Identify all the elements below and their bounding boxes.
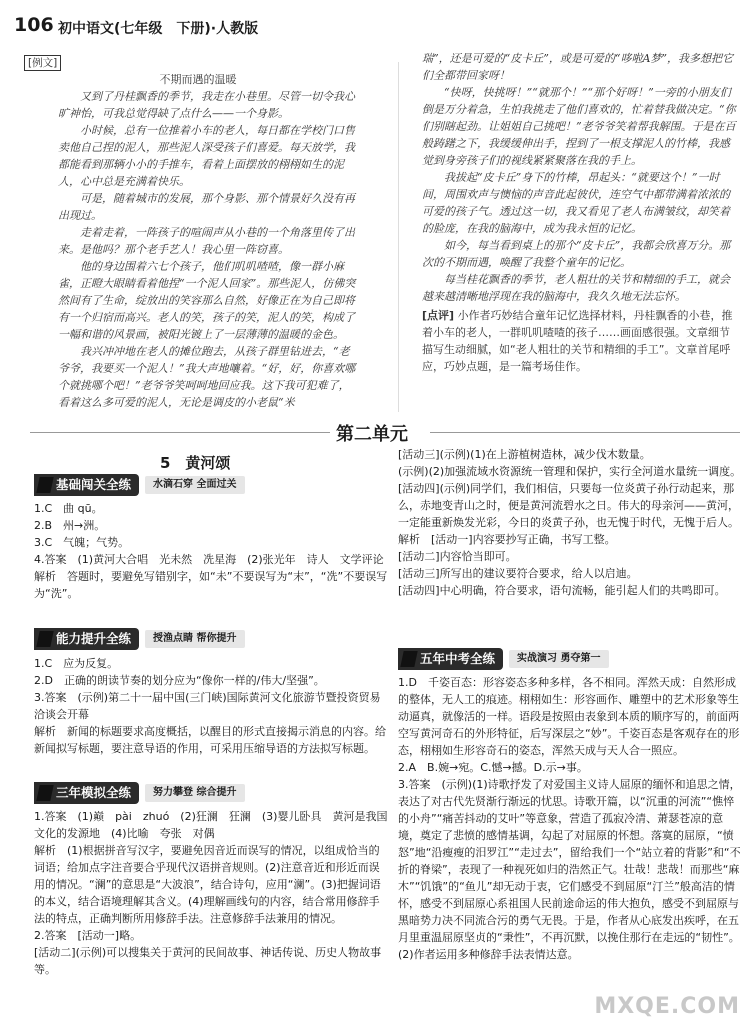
answer-line: 1.D 千姿百态：形容姿态多种多样，各不相同。浑然天成：自然形成的整体，无人工的痕迹。栩栩如生：形容画作、雕塑中的艺术形象等生动逼真，就像活的一样。语段是按照由表象到本质的顺序写的，前面两空写黄河奇石的外形特征，后写深层之“妙”。千姿百态是客观存在的形态，栩栩如生形容奇石的姿态，浑然天成与天人合一照应。 <box>398 676 740 757</box>
three-year-answers <box>34 808 390 978</box>
comment <box>422 307 740 375</box>
answer-line: 4.答案 (1)黄河大合唱 光未然 冼星海 (2)张光年 诗人 文学评论 <box>34 553 384 566</box>
answer-line: 解析 新闻的标题要求高度概括，以醒目的形式直接揭示消息的内容。给新闻拟写标题，要注意导语的作用，可采用压缩导语的方法拟写标题。 <box>34 725 386 755</box>
three-year-section-banner <box>34 782 245 804</box>
answer-line: 2.答案 [活动一]略。 <box>34 929 142 942</box>
answer-line: [活动三]所写出的建议要符合要求，给人以启迪。 <box>398 567 638 580</box>
example-paragraph: 每当桂花飘香的季节，老人粗壮的关节和精细的手工，就会越来越清晰地浮现在我的脑海中，我久久地无法忘怀。 <box>422 273 730 303</box>
answer-line: (示例)(2)加强流域水资源统一管理和保护，实行全河道水量统一调度。 <box>398 465 742 478</box>
example-paragraph: 我兴冲冲地在老人的摊位跑去，从孩子群里钻进去，“老爷爷，我要买一个泥人！”我大声地嚷着。“好，好，你喜欢哪个就挑哪个吧！”老爷爷笑呵呵地回应我。这下我可犯难了，看着这么多可爱的泥人，无论是调皮的小老鼠“米 <box>58 345 356 409</box>
activities-answers <box>398 446 742 599</box>
five-year-section-banner <box>398 648 609 670</box>
example-paragraph: 如今，每当看到桌上的那个“皮卡丘”，我都会欣喜万分。那次的不期而遇，唤醒了我整个童年的记忆。 <box>422 239 731 269</box>
three-year-slogan: 努力攀登 综合提升 <box>145 784 244 802</box>
example-left-column <box>28 57 358 411</box>
five-year-badge: 五年中考全练 <box>398 648 503 670</box>
answer-line: 解析 答题时，要避免写错别字，如“未”不要误写为“末”，“冼”不要误写为“洗”。 <box>34 570 388 600</box>
unit-title: 第二单元 <box>336 424 408 445</box>
comment-tag: [点评] <box>422 309 455 322</box>
book-title: 初中语文(七年级 下册)·人教版 <box>58 21 259 37</box>
unit-divider-right <box>430 432 740 433</box>
answer-line: 2.B 州→洲。 <box>34 519 106 532</box>
page-number: 106 <box>14 14 54 36</box>
ability-answers <box>34 655 390 757</box>
basic-badge: 基础闯关全练 <box>34 474 139 496</box>
answer-line: 3.答案 (示例)第二十一届中国(三门峡)国际黄河文化旅游节暨投资贸易洽谈会开幕 <box>34 691 381 721</box>
answer-line: [活动四]中心明确，符合要求，语句流畅，能引起人们的共鸣即可。 <box>398 584 726 597</box>
answer-line: 解析 [活动一]内容要抄写正确，书写工整。 <box>398 533 616 546</box>
column-divider <box>398 62 399 412</box>
answer-line: 3.答案 (示例)(1)诗歌抒发了对爱国主义诗人屈原的缅怀和追思之情，表达了对古代先贤渐行渐远的忧思。诗歌开篇，以“沉重的河流”“憔悴的小舟”“痛苦抖动的艾叶”等意象，营造了孤寂冷清、萧瑟苍凉的意境，奠定了悲愤的感情基调，勾起了对屈原的怀想。落寞的屈原，“愤怒”地“沿瘦瘦的汨罗江”“走过去”，留给我们一个“站立着的背影”和“不折的脊梁”，表现了一种视死如归的浩然正气。壮哉！悲哉！而那些“麻木”“饥饿”的“鱼儿”却无动于衷，它们感受不到屈原“汀兰”般高洁的情怀，感受不到屈原心系祖国人民前途命运的伟大抱负，感受不到屈原与黑暗势力决不同流合污的勇气无畏。于是，作者从心底发出疾呼，在五月里重温屈原坚贞的“秉性”，不再沉默，以挽住那行在走远的“韧性”。 <box>398 778 741 944</box>
answer-line: 1.C 应为反复。 <box>34 657 119 670</box>
ability-section-banner <box>34 628 245 650</box>
example-title: 不期而遇的温暖 <box>159 73 237 86</box>
example-paragraph: 可是，随着城市的发展，那个身影、那个情景好久没有再出现过。 <box>58 192 355 222</box>
example-paragraph: 我拔起“皮卡丘”身下的竹棒，昂起头：“就要这个！”一时间，周围欢声与懊恼的声音此起彼伏，连空气中都带满着浓浓的可爱的孩子气。透过这一切，我又看见了老人布满皱纹，却笑着的脸庞，在我的脑海中，成为我永恒的记忆。 <box>422 171 730 235</box>
answer-line: 3.C 气魄；气势。 <box>34 536 130 549</box>
answer-line: [活动三](示例)(1)在上游植树造林，减少伐木数量。 <box>398 448 651 461</box>
answer-line: (2)作者运用多种修辞手法表情达意。 <box>398 948 579 961</box>
ability-badge: 能力提升全练 <box>34 628 139 650</box>
example-paragraph: 他的身边围着六七个孩子，他们叽叽喳喳，像一群小麻雀，正瞪大眼睛看着他捏“一个泥人回家”。那些泥人，仿佛突然间有了生命，绽放出的笑容那么自然，好像正在为自己即将有一个归宿而高兴。老人的笑，孩子的笑，泥人的笑，构成了一幅和谐的风景画，被阳光镀上了一层薄薄的温暖的金色。 <box>58 260 356 341</box>
lesson-title: 5 黄河颂 <box>160 454 231 472</box>
example-paragraph: 又到了丹桂飘香的季节，我走在小巷里。尽管一切令我心旷神怡，可我总觉得缺了点什么——一个身影。 <box>58 90 355 120</box>
answer-line: 2.D 正确的朗读节奏的划分应为“像你一样的/伟大/坚强”。 <box>34 674 325 687</box>
basic-slogan: 水滴石穿 全面过关 <box>145 476 244 494</box>
unit-divider-left <box>30 432 330 433</box>
answer-line: 1.答案 (1)巅 pài zhuó (2)狂澜 狂澜 (3)婴儿卧具 黄河是我国文化的发源地 (4)比喻 夸张 对偶 <box>34 810 388 840</box>
three-year-badge: 三年模拟全练 <box>34 782 139 804</box>
basic-section-banner <box>34 474 245 496</box>
example-paragraph: “快呀，快挑呀！”“就那个！”“那个好呀！”一旁的小朋友们倒是万分着急，生怕我挑走了他们喜欢的，忙着替我做决定。“你们别瞎起劲。让姐姐自己挑吧！”老爷爷笑着帮我解围。于是在百般踌躇之下，我缓缓伸出手，捏到了一根支撑泥人的竹棒，我感觉到身旁孩子们的视线紧紧聚落在我的手上。 <box>422 86 736 167</box>
example-tag: [例文] <box>24 55 61 71</box>
answer-line: 1.C 曲 qū。 <box>34 502 103 515</box>
example-paragraph: 走着走着，一阵孩子的喧闹声从小巷的一个角落里传了出来。是他吗？那个老手艺人！我心里一阵窃喜。 <box>58 226 355 256</box>
answer-line: 2.A B.婉→宛。C.憾→撼。D.示→事。 <box>398 761 588 774</box>
example-paragraph: 瑞”，还是可爱的“皮卡丘”，或是可爱的“哆啦A梦”，我多想把它们全都带回家呀！ <box>422 52 734 82</box>
comment-text: 小作者巧妙结合童年记忆选择材料，丹桂飘香的小巷，推着小车的老人，一群叽叽喳喳的孩子……画面感很强。文章细节描写生动细腻，如“老人粗壮的关节和精细的手工”。文章首尾呼应，巧妙点题，是一篇考场佳作。 <box>422 309 733 373</box>
watermark: MXQE.COM <box>594 994 740 1019</box>
answer-line: [活动四](示例)同学们，我们相信，只要每一位炎黄子孙行动起来，那么，赤地变青山之时，便是黄河流碧水之日。伟大的母亲河——黄河，一定能重新焕发光彩，今日的炎黄子孙，也无愧于时代，无愧于后人。 <box>398 482 739 529</box>
five-year-answers <box>398 674 742 963</box>
five-year-slogan: 实战演习 勇夺第一 <box>509 650 608 668</box>
ability-slogan: 授渔点睛 帮你提升 <box>145 630 244 648</box>
answer-line: [活动二]内容恰当即可。 <box>398 550 517 563</box>
answer-line: [活动二](示例)可以搜集关于黄河的民间故事、神话传说、历史人物故事等。 <box>34 946 382 976</box>
example-right-column <box>422 50 740 375</box>
answer-line: 解析 (1)根据拼音写汉字，要避免因音近而误写的情况，以组成恰当的词语；给加点字注音要合乎现代汉语拼音规则。(2)注意音近和形近而误用的情况。“澜”的意思是“大波浪”，结合诗句，应用“澜”。(3)把握词语的本义，结合语境理解其含义。(4)理解画线句的内容，结合常用修辞手法的特点，正确判断所用修辞手法。注意修辞手法兼用的情况。 <box>34 844 381 925</box>
basic-answers <box>34 500 390 602</box>
example-paragraph: 小时候，总有一位推着小车的老人，每日都在学校门口售卖他自己捏的泥人，那些泥人深受孩子们喜爱。每天放学，我都能看到那辆小小的手推车，看着上面摆放的栩栩如生的泥人，心中总是充满着快乐。 <box>58 124 355 188</box>
